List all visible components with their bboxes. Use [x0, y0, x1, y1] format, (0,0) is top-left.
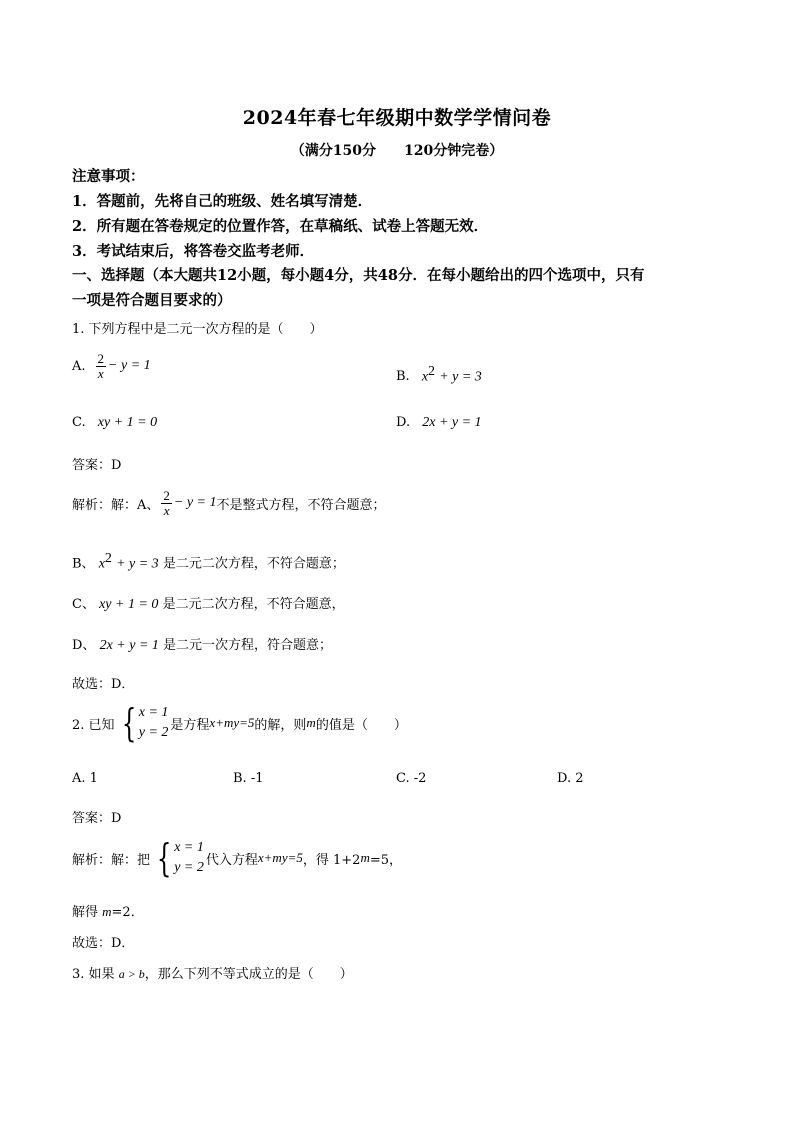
stem-mid: 是方程 [170, 717, 210, 733]
fraction-numerator: 2 [163, 488, 170, 503]
explanation-math: xy + 1 = 0 [99, 597, 159, 612]
explanation-mid: ，得 1+2 [302, 852, 361, 868]
fraction-numerator: 2 [97, 351, 105, 366]
explanation-math: − y = 1 [173, 495, 217, 511]
explanation-prefix: D、 [72, 638, 96, 653]
system-line-2: y = 2 [138, 725, 169, 741]
page-subtitle: （满分150分 120分钟完卷） [290, 143, 504, 159]
stem-prefix: 2. 已知 [72, 717, 115, 733]
notice-item-3: 3．考试结束后，将答卷交监考老师． [72, 243, 315, 260]
q1-explanation-d [72, 634, 332, 654]
explanation-math-rest: + y = 3 [116, 556, 159, 572]
explanation-prefix: 解析：解：把 [72, 852, 151, 868]
q1-option-c [72, 415, 157, 431]
left-brace-icon: { [156, 836, 172, 881]
option-math-rest: + y = 3 [439, 369, 482, 385]
solve-end: =2． [111, 905, 144, 920]
option-math: 2x + y = 1 [422, 415, 482, 430]
explanation-prefix: 解析：解：A、 [72, 497, 160, 513]
section-heading-line2: 一项是符合题目要求的） [72, 292, 232, 309]
explanation-end: =5， [369, 852, 403, 868]
q1-explanation-a [72, 489, 386, 517]
fraction [96, 352, 107, 380]
explanation-prefix: B、 [72, 556, 95, 572]
question-3-stem [72, 963, 353, 982]
solve-prefix: 解得 [72, 905, 103, 920]
stem-suffix: ，那么下列不等式成立的是（ ） [144, 967, 353, 982]
fraction-denominator: x [97, 365, 104, 381]
q2-option-d: D. 2 [557, 771, 584, 786]
q2-solve [72, 901, 144, 920]
q1-explanation-b [72, 551, 345, 572]
q2-option-a: A. 1 [72, 771, 98, 786]
stem-suffix: 的解，则 [254, 717, 307, 733]
explanation-text: 是二元二次方程，不符合题意； [162, 556, 345, 572]
question-1-stem: 1. 下列方程中是二元一次方程的是（ ） [72, 322, 323, 337]
system-line-2: y = 2 [174, 860, 204, 876]
q2-option-b: B. -1 [233, 771, 264, 786]
q2-answer: 答案：D [72, 811, 122, 826]
option-label: D. [396, 415, 411, 430]
stem-prefix: 3. 如果 [72, 967, 115, 982]
q1-option-d [396, 415, 482, 431]
equation-system [117, 703, 169, 744]
option-math: xy + 1 = 0 [97, 415, 158, 430]
option-label: C. [72, 415, 86, 430]
explanation-equation: x+my=5 [257, 850, 303, 866]
q1-explanation-c [72, 593, 345, 613]
section-heading-line1: 一、选择题（本大题共12小题，每小题4分，共48分．在每小题给出的四个选项中，只有 [72, 267, 645, 284]
stem-equation: x+my=5 [209, 715, 255, 731]
q1-answer: 答案：D [72, 458, 122, 473]
explanation-variable: m [360, 850, 370, 866]
stem-variable: m [306, 715, 316, 731]
explanation-text: 是二元二次方程，不符合题意， [162, 597, 345, 612]
system-line-1: x = 1 [138, 705, 169, 720]
option-label: A. [72, 358, 86, 374]
option-label: B. [396, 369, 410, 385]
q1-conclusion: 故选：D． [72, 677, 135, 692]
explanation-text: 不是整式方程，不符合题意； [216, 497, 386, 513]
explanation-math: 2x + y = 1 [99, 638, 159, 653]
solve-variable: m [102, 904, 112, 919]
q2-conclusion: 故选：D． [72, 936, 135, 951]
option-math-base: x [421, 369, 429, 385]
fraction-denominator: x [163, 502, 170, 518]
q2-explanation [72, 838, 402, 879]
notice-heading: 注意事项： [72, 168, 145, 185]
explanation-math-base: x [98, 556, 105, 572]
explanation-prefix: C、 [72, 597, 95, 612]
equation-system [152, 838, 204, 879]
q1-option-a [72, 352, 151, 380]
question-2-stem [72, 703, 407, 744]
explanation-text: 是二元一次方程，符合题意； [163, 638, 333, 653]
notice-item-1: 1．答题前，先将自己的班级、姓名填写清楚． [72, 193, 373, 210]
q2-option-c: C. -2 [396, 771, 427, 786]
system-line-1: x = 1 [174, 840, 204, 855]
explanation-mid: 代入方程 [205, 852, 258, 868]
q1-option-b [396, 364, 482, 385]
exponent: 2 [428, 364, 436, 379]
notice-item-2: 2．所有题在答卷规定的位置作答，在草稿纸、试卷上答题无效． [72, 218, 489, 235]
left-brace-icon: { [121, 701, 136, 746]
page-title: 2024年春七年级期中数学学情问卷 [242, 107, 552, 129]
exponent: 2 [104, 551, 112, 566]
stem-math: a > b [118, 967, 145, 981]
option-math: − y = 1 [108, 358, 151, 374]
stem-suffix: 的值是（ ） [315, 717, 407, 733]
fraction [161, 489, 172, 517]
